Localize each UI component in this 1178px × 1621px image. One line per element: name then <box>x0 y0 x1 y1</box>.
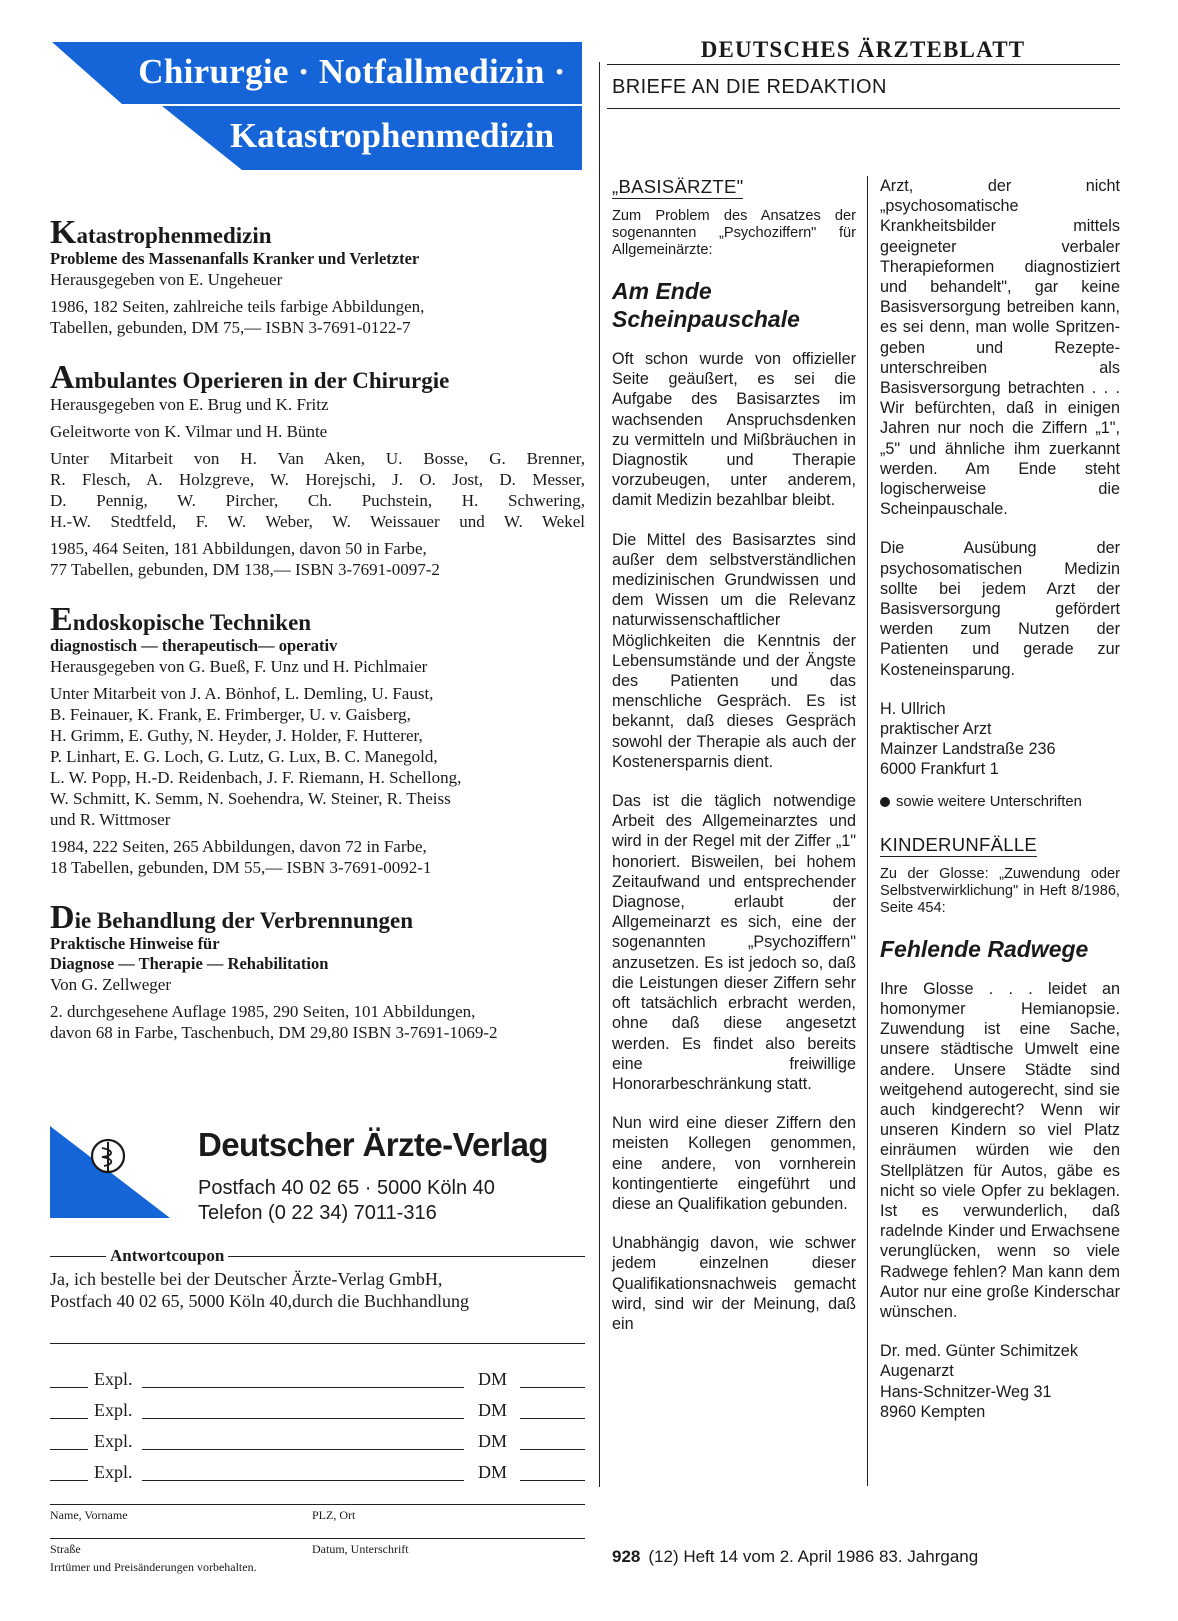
letter-kicker: KINDERUNFÄLLE <box>880 833 1038 855</box>
order-row[interactable]: Expl. DM <box>50 1462 585 1486</box>
letter-headline: Fehlende Radwege <box>880 935 1089 962</box>
publisher-logo-icon <box>50 1126 170 1218</box>
book-details: 1985, 464 Seiten, 181 Abbildungen, davon 50 in Farbe, 77 Tabellen, gebunden, DM 138,— ISBN 3-7691-0097-2 <box>50 539 440 579</box>
book-ambulantes-operieren <box>50 359 585 580</box>
book-subtitle: Praktische Hinweise für <box>50 934 220 953</box>
masthead-rule <box>607 64 1120 65</box>
letter-headline: Am Ende Scheinpauschale <box>612 278 800 332</box>
book-title: Endoskopische Techniken <box>50 601 312 638</box>
book-contributors: Unter Mitarbeit von H. Van Aken, U. Bosse, G. Brenner, R. Flesch, A. Holzgreve, W. Horejschi, J. O. Jost, D. Messer, D. Pennig, W. Pircher, Ch. Puchstein, H. Schwering, H.-W. Stedtfeld, F. W. Weber, W. Weissauer und W. Wekel <box>50 449 585 531</box>
order-row[interactable]: Expl. DM <box>50 1431 585 1455</box>
category-banner <box>52 42 582 170</box>
letter-column-2 <box>880 176 1120 1434</box>
banner-line-2: Katastrophenmedizin <box>229 116 555 155</box>
name-line[interactable] <box>50 1504 585 1505</box>
section-rule <box>607 108 1120 109</box>
book-verbrennungen <box>50 899 585 1043</box>
book-details: 1984, 222 Seiten, 265 Abbildungen, davon 72 in Farbe, 18 Tabellen, gebunden, DM 55,— ISBN 3-7691-0092-1 <box>50 837 432 877</box>
book-title: Katastrophenmedizin <box>50 214 272 251</box>
column-divider <box>867 176 868 1486</box>
column-divider <box>599 62 600 1487</box>
letter-paragraph: Das ist die täglich notwendige Arbeit des Allgemeinarztes und wird in der Regel mit der Ziffer „1" honoriert. Bisweilen, bei hohem Zeitaufwand und entsprechender Diagnose, erlaubt der Allgemeinarzt es sich, eine der sogenannten „Psychoziffern" anzusetzen. Es ist jedoch so, daß die Leistungen dieser Ziffern sehr oft tatsächlich erbracht werden, ohne daß diese angesetzt werden. Es findet also bereits eine freiwillige Honorarbeschränkung statt. <box>612 792 856 1093</box>
book-contributors: Unter Mitarbeit von J. A. Bönhof, L. Demling, U. Faust, B. Feinauer, K. Frank, E. Frimberger, U. v. Gaisberg, H. Grimm, E. Guthy, N. Heyder, J. Holder, F. Hutterer, P. Linhart, E. G. Loch, G. Lutz, G. Lux, B. C. Manegold, L. W. Popp, H.-D. Reidenbach, J. F. Riemann, H. Schellong, W. Schmitt, K. Semm, N. Soehendra, W. Steiner, R. Theiss und R. Wittmoser <box>50 684 462 829</box>
letter-paragraph: Oft schon wurde von offizieller Seite geäußert, es sei die Aufgabe des Basisarztes im wachsenden Anspruchsdenken zu vermitteln und Mißbräuchen in Diagnostik und Therapie vorzubeugen, unter anderem, damit Medizin bezahlbar bleibt. <box>612 350 856 510</box>
name-label: Name, Vorname <box>50 1508 128 1522</box>
letter-paragraph: Unabhängig davon, wie schwer jedem einzelnen dieser Qualifikationsnachweis gemacht wird, sind wir der Meinung, daß ein <box>612 1234 856 1333</box>
book-title: Die Behandlung der Verbrennungen <box>50 899 414 936</box>
book-subtitle: diagnostisch — therapeutisch— operativ <box>50 636 338 655</box>
order-coupon <box>50 1246 585 1574</box>
letter-paragraph: Die Mittel des Basisarztes sind außer dem selbstverständlichen medizinischen Grundwissen und dem Wissen um die Relevanz naturwissenschaftlicher Möglichkeiten die Kenntnis der Lebensumstände und der Ängste des Patienten und das menschliche Gespräch. Es ist bekannt, daß dieses Gespräch sowohl der Therapie als auch der Kostenersparnis dient. <box>612 530 856 771</box>
banner-line-1: Chirurgie · Notfallmedizin · <box>138 52 566 91</box>
issue-info: (12) Heft 14 vom 2. April 1986 83. Jahrgang <box>648 1547 979 1566</box>
order-row[interactable]: Expl. DM <box>50 1369 585 1393</box>
publisher-block <box>50 1126 585 1226</box>
publisher-address: Postfach 40 02 65 · 5000 Köln 40 Telefon (0 22 34) 7011-316 <box>198 1177 495 1224</box>
book-details: 2. durchgesehene Auflage 1985, 290 Seiten, 101 Abbildungen, davon 68 in Farbe, Taschenbuch, DM 29,80 ISBN 3-7691-1069-2 <box>50 1002 498 1042</box>
order-top-line <box>50 1343 585 1344</box>
coupon-title: Antwortcoupon <box>110 1246 225 1265</box>
letter-paragraph: Nun wird eine dieser Ziffern den meisten Kollegen genommen, eine andere, von vornherein kontingentierte eingeführt und diese an Qualifikation gebunden. <box>612 1114 856 1213</box>
street-label: Straße <box>50 1542 81 1556</box>
book-title: Ambulantes Operieren in der Chirurgie <box>50 359 450 396</box>
publisher-name: Deutscher Ärzte-Verlag <box>198 1126 548 1163</box>
book-katastrophenmedizin <box>50 214 585 338</box>
street-line[interactable] <box>50 1538 585 1539</box>
letter-paragraph: Ihre Glosse . . . leidet an homonymer Hemianopsie. Zuwendung ist eine Sache, unsere städtische Umwelt eine andere. Unsere Städte sind weitgehend autogerecht, sind sie auch kindgerecht? Wenn wir unseren Kindern so viel Platz einräumen würden wie den Stellplätzen für Autos, gäbe es nicht so viele Opfer zu beklagen. Ist es verwunderlich, daß radelnde Kinder und Erwachsene verunglücken, wenn so viele Radwege fehlen? Man kann dem Autor nur eine große Kinderschar wünschen. <box>880 979 1120 1321</box>
order-row[interactable]: Expl. DM <box>50 1400 585 1424</box>
letter-kicker: „BASISÄRZTE" <box>612 176 744 197</box>
letter-signature: Dr. med. Günter Schimitzek Augenarzt Hans-Schnitzer-Weg 31 8960 Kempten <box>880 1342 1078 1421</box>
date-label: Datum, Unterschrift <box>312 1542 409 1556</box>
letter-signature: H. Ullrich praktischer Arzt Mainzer Landstraße 236 6000 Frankfurt 1 <box>880 699 1056 779</box>
book-author: Von G. Zellweger <box>50 975 172 994</box>
book-subtitle: Diagnose — Therapie — Rehabilitation <box>50 954 329 973</box>
coupon-header <box>50 1246 585 1266</box>
book-details: 1986, 182 Seiten, zahlreiche teils farbige Abbildungen, Tabellen, gebunden, DM 75,— ISBN 3-7691-0122-7 <box>50 297 425 337</box>
bullet-icon <box>880 797 890 807</box>
book-editor: Herausgegeben von E. Ungeheuer <box>50 270 283 289</box>
book-endoskopische-techniken <box>50 601 585 878</box>
letter-column-1 <box>612 176 856 1353</box>
book-editor: Herausgegeben von E. Brug und K. Fritz <box>50 395 329 414</box>
book-foreword: Geleitworte von K. Vilmar und H. Bünte <box>50 422 328 441</box>
disclaimer: Irrtümer und Preisänderungen vorbehalten. <box>50 1560 257 1574</box>
book-list <box>50 214 585 1070</box>
book-editor: Herausgegeben von G. Bueß, F. Unz und H. Pichlmaier <box>50 657 428 676</box>
masthead: DEUTSCHES ÄRZTEBLATT <box>700 37 1026 62</box>
page-number: 928 <box>612 1547 641 1566</box>
letter-intro: Zum Problem des Ansatzes der sogenannten „Psychoziffern" für Allgemeinärzte: <box>612 208 856 258</box>
letter-paragraph: Die Ausübung der psychosomatischen Medizin sollte bei jedem Arzt der Basisversorgung gefördert werden zum Nutzen der Patienten und gerade zur Kosteneinsparung. <box>880 539 1120 679</box>
section-title: BRIEFE AN DIE REDAKTION <box>612 76 887 98</box>
letter-intro: Zu der Glosse: „Zuwendung oder Selbstverwirklichung" in Heft 8/1986, Seite 454: <box>880 865 1120 916</box>
coupon-text: Ja, ich bestelle bei der Deutscher Ärzte-Verlag GmbH, Postfach 40 02 65, 5000 Köln 40,durch die Buchhandlung <box>50 1269 469 1311</box>
plz-label: PLZ, Ort <box>312 1508 356 1522</box>
signature-note: sowie weitere Unterschriften <box>880 792 1120 812</box>
book-subtitle: Probleme des Massenanfalls Kranker und Verletzter <box>50 249 420 268</box>
letter-paragraph: Arzt, der nicht „psychosomatische Krankheitsbilder mittels geeigneter verbaler Therapieformen diagnostiziert und behandelt", gar keine Basisversorgung betreiben kann, es sei denn, man wolle Spritzen-geben und Rezepte-unterschreiben als Basisversorgung betrachten . . . Wir befürchten, daß in einigen Jahren nur noch die Ziffern „1", „5" und ähnliche ihm zuerkannt werden. Am Ende steht logischerweise die Scheinpauschale. <box>880 177 1120 519</box>
page-footer <box>612 1547 978 1567</box>
